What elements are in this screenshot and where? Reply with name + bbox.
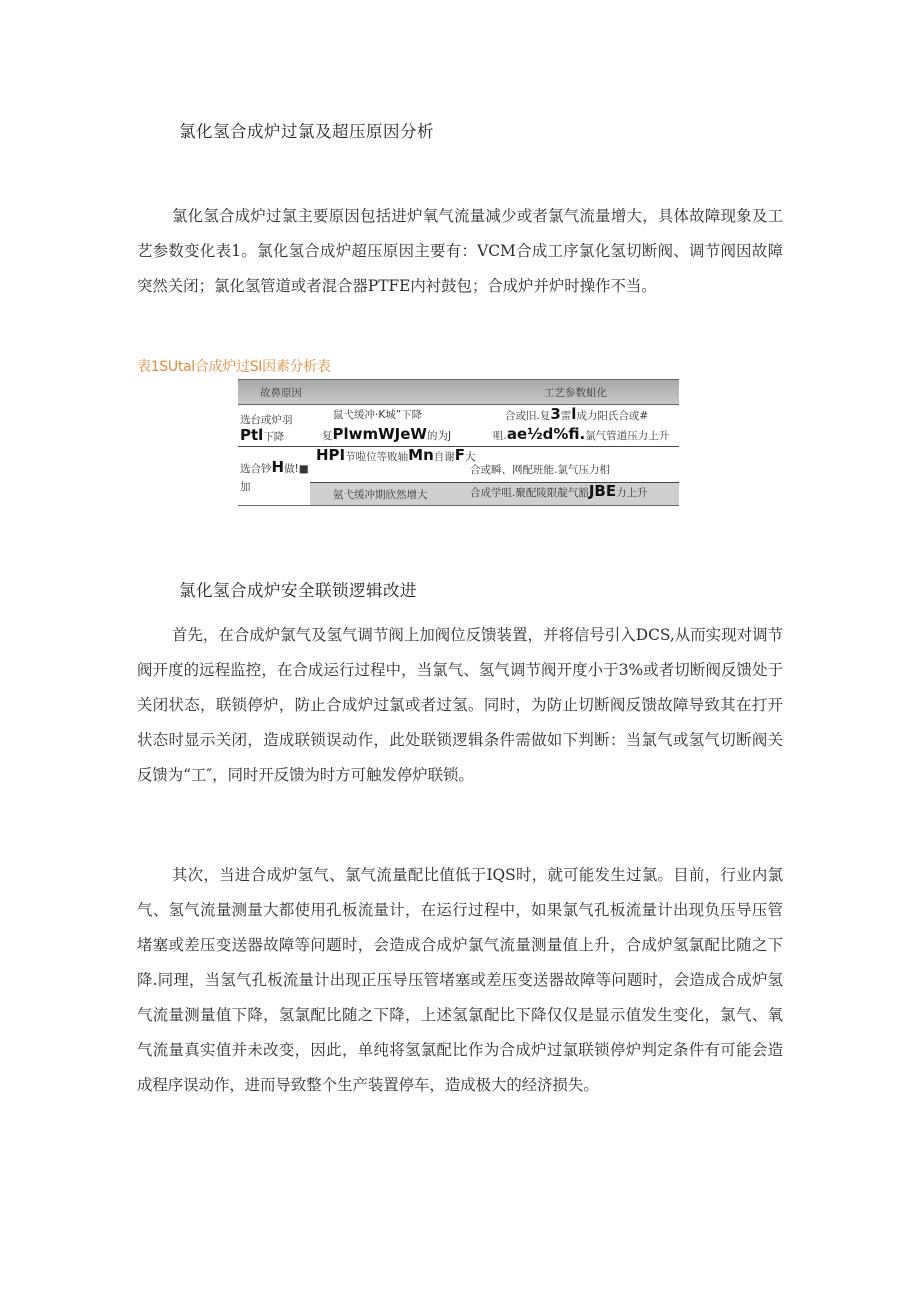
section-heading-overchlorination: 氯化氢合成炉过氯及超压原因分析 xyxy=(179,122,434,141)
paragraph-second-measure: 其次，当进合成炉氢气、氯气流量配比值低于IQS时，就可能发生过氯。目前，行业内氯气、氢气流量测量大都使用孔板流量计，在运行过程中，如果氯气孔板流量计出现负压导压管堵塞或差压变送器故障等问题时，会造成合成炉氯气流量测量值上升，合成炉氢氯配比随之下降.同理，当氢气孔板流量计出现正压导压管堵塞或差压变送器故障等问题时，会造成合成炉氢气流量测量值下降，氢氯配比随之下降，上述氢氯配比下降仅仅是显示值发生变化，氯气、氧气流量真实值并未改变，因此，单纯将氢氯配比作为合成炉过氯联锁停炉判定条件有可能会造成程序误动作，进而导致整个生产装置停车，造成极大的经济损失。 xyxy=(137,866,783,1094)
row2-phen-a-bold: HPI xyxy=(316,446,346,464)
row2-phenomenon-b: 氨弋缓冲期欣然增大 xyxy=(333,489,428,501)
row2-params-b-post: 力上升 xyxy=(616,487,648,499)
row2-params-a: 合或瞬、网配班能.氯气压力相 xyxy=(470,464,610,476)
row1-cause-line1: 选台或炉羽 xyxy=(240,414,293,426)
row1-cause-rest: 下降 xyxy=(263,431,285,443)
row1-cause-bold: Ptl xyxy=(240,426,264,444)
header-params: 工艺参数蛆化 xyxy=(544,387,607,399)
row1-phenomenon-b xyxy=(322,425,451,443)
row2-phen-a-bold3: F xyxy=(454,446,465,464)
paragraph-causes: 氯化氢合成炉过氯主要原因包括进炉氧气流量减少或者氯气流量增大，具体故障现象及工艺参数变化表1。氯化氢合成炉超压原因主要有：VCM合成工序氯化氢切断阀、调节阀因故障突然关闭；氯化氢管道或者混合器PTFE内衬鼓包；合成炉并炉时操作不当。 xyxy=(137,207,783,295)
row1-params-a-bold: 3 xyxy=(550,405,561,423)
row1-params-a-bold2: l xyxy=(571,405,577,423)
row2-phen-a-post: 大 xyxy=(465,451,476,463)
row1-params-b xyxy=(493,425,669,443)
paragraph-first-measure: 首先，在合成炉氯气及氢气调节阀上加阀位反馈装置，并将信号引入DCS,从而实现对调节阀开度的远程监控，在合成运行过程中，当氯气、氢气调节阀开度小于3%或者切断阀反馈处于关闭状态，联锁停炉，防止合成炉过氯或者过氢。同时，为防止切断阀反馈故障导致其在打开状态时显示关闭，造成联锁误动作，此处联锁逻辑条件需做如下判断：当氯气或氢气切断阀关反馈为“工″，同时开反馈为时方可触发停炉联锁。 xyxy=(137,626,783,784)
row1-phen-b-bold: PlwmWJeW xyxy=(332,425,427,443)
row2-cause-bold: H xyxy=(271,458,285,476)
row1-cause-line2 xyxy=(240,426,284,444)
table-header-row xyxy=(238,379,679,405)
row2-params-b-pre: 合成学咀.聚配陵限靛气豁 xyxy=(470,487,589,499)
row2-phen-a-bold2: Mn xyxy=(408,446,434,464)
row1-params-b-post: 氯气管道压力上升 xyxy=(585,430,670,442)
row1-params-b-pre: 咀. xyxy=(493,430,507,442)
header-cause: 故鼻原因 xyxy=(260,387,302,399)
row2-params-b-bold: JBE xyxy=(588,482,617,500)
row2-cause-post: 做!■ xyxy=(284,463,309,475)
row2-phenomenon-a xyxy=(316,446,476,464)
row2-phen-a-mid2: 自谢 xyxy=(433,451,455,463)
row1-phenomenon-a: 鼠弋缓冲·K城”下降 xyxy=(333,409,423,421)
table-bottom-border xyxy=(238,505,679,506)
row2-cause-pre: 选合钞 xyxy=(240,463,272,475)
row2-params-b xyxy=(470,482,648,500)
row1-phen-b-pre: 复 xyxy=(322,430,333,442)
table-caption: 表1SUtal合成炉过SI因素分析表 xyxy=(137,359,331,375)
row1-params-a-pre: 合或旧.复 xyxy=(505,410,551,422)
row1-params-b-bold: ae½d%fi. xyxy=(506,425,586,443)
row2-cause-line1 xyxy=(240,458,309,476)
analysis-table xyxy=(238,379,679,507)
section-heading-interlock: 氯化氢合成炉安全联锁逻辑改进 xyxy=(179,581,417,600)
row1-params-a-post: 成力阳氏合或# xyxy=(576,410,649,422)
row2-phen-a-mid: 节啦位等败轴 xyxy=(345,451,409,463)
row1-params-a xyxy=(505,405,648,423)
row1-params-a-mid: 雷 xyxy=(560,410,572,422)
row2-cause-line2: 加 xyxy=(240,481,251,493)
row1-phen-b-post: 的为J xyxy=(426,430,452,442)
